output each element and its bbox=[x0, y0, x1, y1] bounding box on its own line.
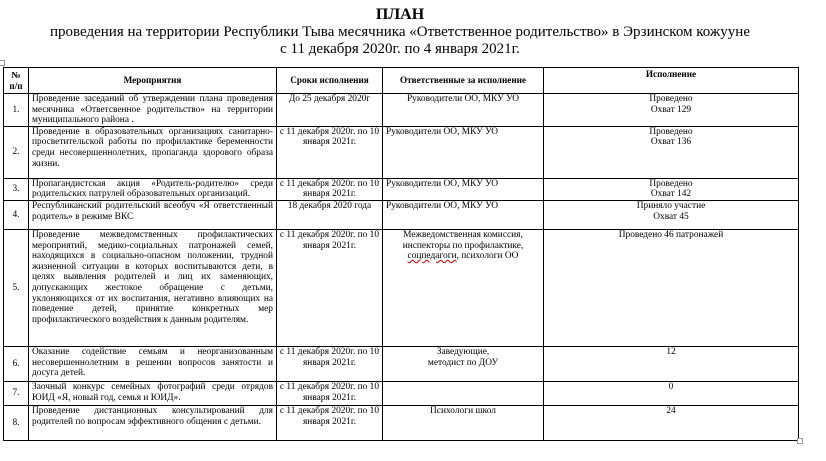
row-execution: Проведено 46 патронажей bbox=[544, 229, 799, 346]
row-term: с 11 декабря 2020г. по 10 января 2021г. bbox=[277, 346, 383, 381]
row-term: с 11 декабря 2020г. по 10 января 2021г. bbox=[277, 229, 383, 346]
row-num: 5. bbox=[4, 229, 29, 346]
row-term: с 11 декабря 2020г. по 10 января 2021г. bbox=[277, 381, 383, 405]
plan-table bbox=[3, 67, 799, 441]
row-event: Республиканский родительский всеобуч «Я ответственный родитель» в режиме ВКС bbox=[29, 200, 277, 229]
row-event: Проведение межведомственных профилактических мероприятий, медико-социальных патронажей семей, находящихся в социально-опасном положении, трудной жизненной ситуации в которых воспитываются дети, в целях выявления родителей и лиц их заменяющих, допускающих жестокое обращение с детьми, уклоняющихся от их воспитания, негативно влияющих на поведение детей, принятие конкретных мер профилактического воздействия к данным родителям. bbox=[29, 229, 277, 346]
table-row bbox=[4, 229, 799, 346]
header-responsible: Ответственные за исполнение bbox=[383, 68, 544, 94]
row-event: Заочный конкурс семейных фотографий среди отрядов ЮИД «Я, новый год, семья и ЮИД». bbox=[29, 381, 277, 405]
row-num: 2. bbox=[4, 126, 29, 178]
table-header-row bbox=[4, 68, 799, 94]
document-subtitle: проведения на территории Республики Тыва месячника «Ответственное родительство» в Эрзинском кожууне bbox=[50, 24, 750, 40]
row-term: До 25 декабря 2020г bbox=[277, 94, 383, 127]
document-title: ПЛАН bbox=[375, 6, 425, 23]
row-num: 4. bbox=[4, 200, 29, 229]
row-event: Оказание содействие семьям и неорганизованным несовершеннолетним в решении вопросов занятости и досуга детей. bbox=[29, 346, 277, 381]
row-term: с 11 декабря 2020г. по 10 января 2021г. bbox=[277, 126, 383, 178]
row-num: 3. bbox=[4, 178, 29, 200]
table-row bbox=[4, 178, 799, 200]
table-row bbox=[4, 405, 799, 440]
row-term: с 11 декабря 2020г. по 10 января 2021г. bbox=[277, 405, 383, 440]
spellcheck-flagged-word: соцпедагоги bbox=[407, 251, 457, 262]
header-event: Мероприятия bbox=[29, 68, 277, 94]
row-event: Проведение заседаний об утверждении плана проведения месячника «Ответсвенное родительство» на территории муниципального района . bbox=[29, 94, 277, 127]
row-num: 1. bbox=[4, 94, 29, 127]
table-row bbox=[4, 126, 799, 178]
responsible-text: , психологи ОО bbox=[456, 251, 519, 262]
row-term: с 11 декабря 2020г. по 10 января 2021г. bbox=[277, 178, 383, 200]
row-event: Проведение в образовательных организациях санитарно-просветительской работы по профилактике беременности среди несовершеннолетних, пропаганда здорового образа жизни. bbox=[29, 126, 277, 178]
row-term: 18 декабря 2020 года bbox=[277, 200, 383, 229]
table-row bbox=[4, 94, 799, 127]
table-row bbox=[4, 346, 799, 381]
table-resize-handle[interactable] bbox=[797, 438, 803, 444]
header-execution: Исполнение bbox=[544, 68, 799, 94]
row-execution: 12 bbox=[544, 346, 799, 381]
responsible-text: Межведомственная комиссия, инспекторы по профилактике, bbox=[402, 229, 524, 251]
row-responsible: Психологи школ bbox=[383, 405, 544, 440]
row-responsible: Заведующие, методист по ДОУ bbox=[383, 346, 544, 381]
row-event: Пропагандистская акция «Родитель-родителю» среди родительских патрулей образовательных организаций. bbox=[29, 178, 277, 200]
row-execution: Проведено Охват 136 bbox=[544, 126, 799, 178]
row-execution: Приняло участие Охват 45 bbox=[544, 200, 799, 229]
row-execution: Проведено Охват 142 bbox=[544, 178, 799, 200]
row-responsible: Руководители ОО, МКУ УО bbox=[383, 200, 544, 229]
table-row bbox=[4, 200, 799, 229]
row-num: 6. bbox=[4, 346, 29, 381]
document-date-range: с 11 декабря 2020г. по 4 января 2021г. bbox=[280, 41, 520, 57]
row-execution: Проведено Охват 129 bbox=[544, 94, 799, 127]
row-num: 8. bbox=[4, 405, 29, 440]
row-num: 7. bbox=[4, 381, 29, 405]
table-row bbox=[4, 381, 799, 405]
row-event: Проведение дистанционных консультирований для родителей по вопросам эффективного общения с детьми. bbox=[29, 405, 277, 440]
row-execution: 0 bbox=[544, 381, 799, 405]
row-responsible bbox=[383, 229, 544, 346]
table-move-handle[interactable] bbox=[0, 60, 5, 66]
row-execution: 24 bbox=[544, 405, 799, 440]
row-responsible bbox=[383, 381, 544, 405]
row-responsible: Руководители ОО, МКУ УО bbox=[383, 94, 544, 127]
header-term: Сроки исполнения bbox=[277, 68, 383, 94]
row-responsible: Руководители ОО, МКУ УО bbox=[383, 126, 544, 178]
row-responsible: Руководители ОО, МКУ УО bbox=[383, 178, 544, 200]
header-num: № п/п bbox=[4, 68, 29, 94]
